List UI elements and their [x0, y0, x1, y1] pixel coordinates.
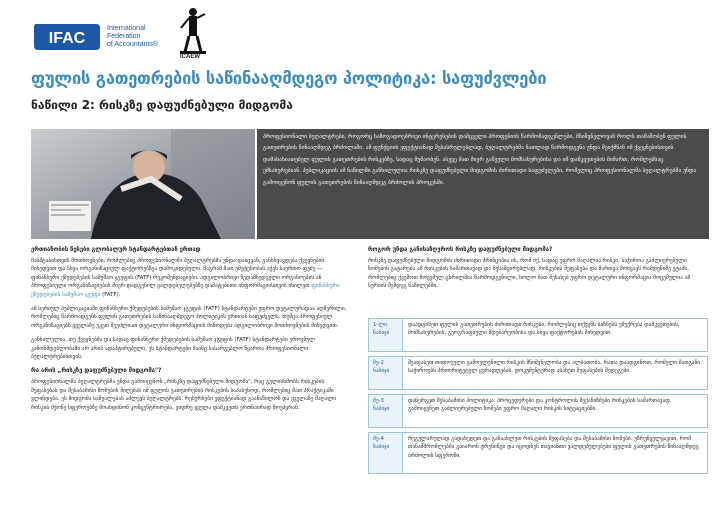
paragraph: პროფესიონალმა ბუღალტრებმა უნდა გამოიყენონ „რისკზე დაფუძნებული მიდგომა", რაც გულისხმობს რისკების შეფასებას და შესაბამისი ზომების მიღებას იმ ფულის გათეთრების რისკების საპასუხოდ, რომლებიც მათ პრაქტიკაში ვლინდება. ეს მიდგომა საშუალებას აძლევს ბუღალტრებს, რესურსები ეფექტიანად გაანაწილონ და ყველაზე მაღალი რისკის მქონე სფეროებზე მოახდინონ კონცენტრირება, ვიდრე ყველა დამკვეთს ერთნაირად მოეპყრან. [31, 379, 337, 411]
ifac-logo [30, 20, 104, 54]
hero-photo [31, 129, 255, 239]
section-heading: ერთიანობის წესები გლობალურ სტანდარტებთან ერთად [31, 247, 201, 253]
left-column [31, 246, 349, 418]
paragraph: ამ სერიულ პუბლიკაციაში ფინანსური ქმედებების სამუშაო ჯგუფის (FATF) სტანდარტები უფრო დეტალურადაა აღწერილი, რომლებიც წარმოადგენს ფულის გათეთრების საწინააღმდეგო პოლიტიკის ერთიან საფუძველს. თუმცა პროფესიულ ორგანიზაციებს ყველაზე უკეთ შეუძლიათ დეტალური ინფორმაციის მიწოდება ადგილობრივი მოთხოვნების მიხედვით. [31, 306, 347, 329]
ifac-fullname: International Federation of Accountants® [107, 25, 159, 48]
right-column [368, 246, 708, 297]
paragraph: მასშტაბისთვის მოთხოვნები, რომლებიც პროფესიონალმა ბუღალტრებმა უნდა დაიცვან, განსხვავდება ქვეყნების მიხედვით და სხვა ორგანიზაციულ ფაქტორებზეა დამოკიდებული. მაგრამ მათ უმეტესობას აქვს საერთო ფუძე — ფინანსური ქმედებების სამუშაო ჯგუფის (FATF) რეკომენდაციები. ადგილობრივი ზედამხედველი ორგანოების ან პროფესიული ორგანიზაციების მიერ დადგენილ ვალდებულებებზე დამატებითი ინფორმაციისთვის იხილეთ ფინანსური ქმედებების სამუშაო ჯგუფი (FATF). [31, 258, 340, 298]
paragraph: რისკზე დაფუძნებული მიდგომის ძირითადი პრინციპია ის, რომ იქ, სადაც უფრო მაღალია რისკი, საჭიროა გაძლიერებული ზომების გატარება ამ რისკების სამართავად და შესამცირებლად. რისკების შეფასება და მართვა მოიცავს რამდენიმე ეტაპს, რომლებიც ქვემოთ მოცემულ ცხრილშია წარმოდგენილი, ხოლო მათ შესახებ უფრო დეტალური ინფორმაცია მოცემულია ამ სერიის შემდეგ ნაწილებში. [368, 258, 691, 290]
page-title: ფულის გათეთრების საწინააღმდეგო პოლიტიკა: საფუძვლები [31, 69, 547, 88]
section-heading: რა არის „რისკზე დაფუძნებული მიდგომა"? [31, 368, 162, 375]
step-row [368, 318, 708, 352]
step-row [368, 356, 708, 390]
section-heading: როგორ უნდა განისაზღვროს რისკზე დაფუძნებული მიდგომა? [368, 247, 553, 253]
step-text: დანერგეთ შესაბამისი პოლიტიკა, პროცედურები და კონტროლის მექანიზმები რისკების სამართავად. გამოიყენეთ გაძლიერებული ზომები უფრო მაღალი რისკის სიტუაციებში. [402, 394, 708, 428]
intro-panel [257, 129, 709, 239]
step-label: 1-ლი ნაბიჯი [368, 318, 402, 352]
step-row [368, 432, 708, 474]
step-label: მე-2 ნაბიჯი [368, 356, 402, 390]
step-label: მე-3 ნაბიჯი [368, 394, 402, 428]
intro-text: პროფესიონალი ბუღალტრები, როგორც საზოგადოებრივი ინტერესების დამცველი პროფესიის წარმომადგენლები, მნიშვნელოვან როლს თამაშობენ ფულის გათეთრების წინააღმდეგ ბრძოლაში. ამ ფუნქციის ეფექტიანად შესასრულებლად, ბუღალტრებმა ნათლად წარმოდგენა უნდა შეიქმნან იმ ქვეყნებისთვის დამახასიათებელ ფულის გათეთრების რისკებზე, სადაც მუშაობენ. ასევე მათ მიერ გაწეული მომსახურებისა და იმ დამკვეთების მიმართ, რომლებსაც ემსახურებიან. პუბლიკაციის ამ ნაწილში განხილულია რისკზე დაფუძნებული მიდგომის ძირითადი საფუძვლები, რომელიც პროფესიონალმა ბუღალტრებმა უნდა გამოიყენონ ფულის გათეთრების წინააღმდეგ ბრძოლის პროცესში. [263, 134, 697, 186]
icaew-wordmark: ICAEW [180, 54, 200, 60]
step-text: რეგულარულად გადახედეთ და განაახლეთ რისკების შეფასება და შესაბამისი ზომები. უზრუნველყავით, რომ თანამშრომლებმა გაიარონ ტრენინგი და იცოდნენ თავიანთი ვალდებულებები ფულის გათეთრების წინააღმდეგ ბრძოლის სფეროში. [402, 432, 708, 474]
step-label: მე-4 ნაბიჯი [368, 432, 402, 474]
ifac-wordmark: IFAC [48, 30, 86, 47]
step-text: შეაფასეთ თითოეული გამოვლენილი რისკის მნიშვნელობა და ალბათობა, რათა დაადგინოთ, რომელი მათგანი საჭიროებს პრიორიტეტულ ყურადღებას. დოკუმენტურად ასახეთ შეფასების შედეგები. [402, 356, 708, 390]
step-text: დაადგინეთ ფულის გათეთრების ძირითადი რისკები, რომლებიც თქვენს ბიზნესს ემუქრება დამკვეთების, მომსახურების, გეოგრაფიული მდებარეობისა და სხვა ფაქტორების მიხედვით. [402, 318, 708, 352]
fatf-link[interactable]: ფინანსური ქმედებების სამუშაო ჯგუფი [31, 283, 340, 298]
paragraph: განხილულია, თუ ქვეყნებმა და სადაც ფინანსური ქმედებების სამუშაო ჯგუფის (FATF) სტანდარტები ეროვნულ კანონმდებლობაში არ არის ადაპტირებული, ეს სტანდარტები მაინც სასარგებლო წყაროა პროფესიონალი ბუღალტრებისთვის. [31, 337, 315, 361]
page-subtitle: ნაწილი 2: რისკზე დაფუძნებული მიდგომა [31, 98, 293, 112]
step-row [368, 394, 708, 428]
